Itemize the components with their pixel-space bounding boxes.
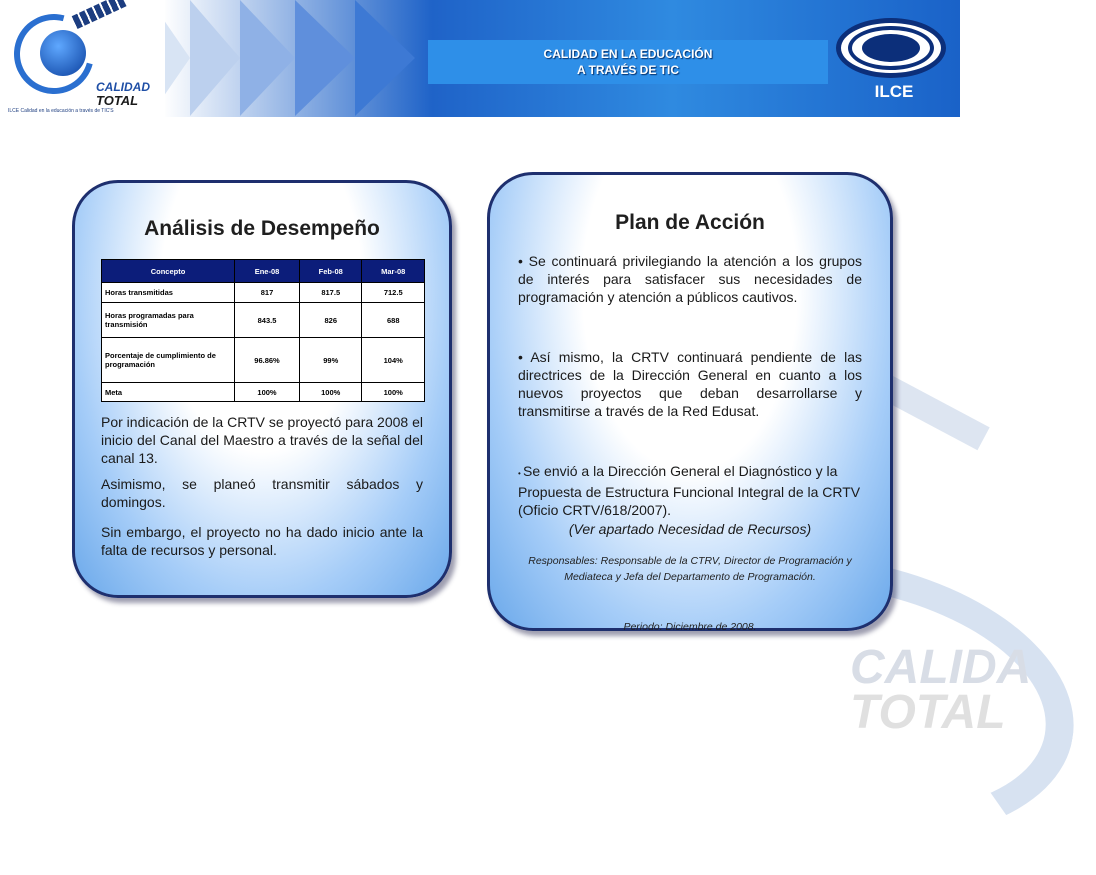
table-header-row [102, 260, 425, 283]
performance-table [101, 259, 425, 402]
action-bullet-3 [518, 462, 862, 519]
table-cell: 96.86% [235, 338, 300, 383]
header-banner [0, 0, 960, 117]
table-cell: Horas programadas para transmisión [102, 303, 235, 338]
action-bullet-2 [518, 348, 862, 420]
globe-icon [40, 30, 86, 76]
satellite-icon [72, 0, 128, 29]
table-cell: 100% [235, 383, 300, 402]
periodo-text: Periodo: Diciembre de 2008. [623, 621, 757, 633]
table-row [102, 283, 425, 303]
column-header: Mar-08 [362, 260, 425, 283]
table-cell: 712.5 [362, 283, 425, 303]
table-cell: 688 [362, 303, 425, 338]
header-title-line2: A TRAVÉS DE TIC [576, 63, 679, 77]
analysis-paragraph-1: Por indicación de la CRTV se proyectó para 2008 el inicio del Canal del Maestro a través de la señal del canal 13. [101, 414, 423, 466]
table-cell: 104% [362, 338, 425, 383]
action-bullet-3-note: (Ver apartado Necesidad de Recursos) [568, 521, 812, 537]
table-cell: 817.5 [300, 283, 362, 303]
table-cell: Horas transmitidas [102, 283, 235, 303]
performance-analysis-panel [72, 180, 452, 598]
table-cell: 100% [300, 383, 362, 402]
ilce-label: ILCE [874, 82, 914, 101]
column-header: Feb-08 [300, 260, 362, 283]
logo-tagline: ILCE Calidad en la educación a través de TIC'S [8, 108, 114, 114]
bullet-icon: • [518, 469, 524, 478]
responsables-text: Responsables: Responsable de la CTRV, Director de Programación y Mediateca y Jefa del Departamento de Programación. [528, 555, 852, 583]
table-cell: 843.5 [235, 303, 300, 338]
action-bullet-3-text: Se envió a la Dirección General el Diagnóstico y la Propuesta de Estructura Funcional Integral de la CRTV (Oficio CRTV/618/2007). [518, 463, 861, 518]
header-title-box [428, 40, 828, 84]
chevron-decoration [240, 0, 295, 116]
table-cell: Meta [102, 383, 235, 402]
chevron-decoration [295, 0, 355, 116]
table-row [102, 383, 425, 402]
column-header: Ene-08 [235, 260, 300, 283]
bullet-icon: • [518, 253, 529, 269]
table-row [102, 303, 425, 338]
action-bullet-2-text: Así mismo, la CRTV continuará pendiente de las directrices de la Dirección General en cuanto a los nuevos proyectos que deban desarrollarse y transmitirse a través de la Red Edusat. [518, 349, 862, 419]
ilce-emblem-core [862, 34, 920, 62]
table-cell: 817 [235, 283, 300, 303]
watermark-satellite-bar [880, 376, 989, 451]
table-cell: 99% [300, 338, 362, 383]
action-bullet-1 [518, 252, 862, 306]
analysis-paragraph-3: Sin embargo, el proyecto no ha dado inicio ante la falta de recursos y personal. [101, 524, 423, 558]
table-cell: Porcentaje de cumplimiento de programación [102, 338, 235, 383]
action-plan-panel [487, 172, 893, 631]
bullet-icon: • [518, 349, 531, 365]
panel-title-analysis: Análisis de Desempeño [144, 217, 380, 240]
action-bullet-1-text: Se continuará privilegiando la atención a los grupos de interés para satisfacer sus necesidades de programación y atención a públicos cautivos. [518, 253, 862, 305]
watermark-text-line1: CALIDA [850, 641, 1032, 694]
table-cell: 100% [362, 383, 425, 402]
ilce-logo [828, 0, 960, 117]
table-row [102, 338, 425, 383]
column-header: Concepto [102, 260, 235, 283]
panel-title-action-plan: Plan de Acción [615, 211, 765, 234]
logo-name-total: TOTAL [96, 93, 139, 108]
chevron-decoration [355, 0, 415, 116]
calidad-total-logo [0, 0, 165, 117]
table-cell: 826 [300, 303, 362, 338]
header-title-line1: CALIDAD EN LA EDUCACIÓN [543, 47, 713, 61]
analysis-paragraph-2: Asimismo, se planeó transmitir sábados y domingos. [101, 476, 423, 510]
watermark-text-line2: TOTAL [850, 686, 1006, 739]
chevron-decoration [190, 0, 240, 116]
logo-name-calidad: CALIDAD [96, 80, 150, 94]
